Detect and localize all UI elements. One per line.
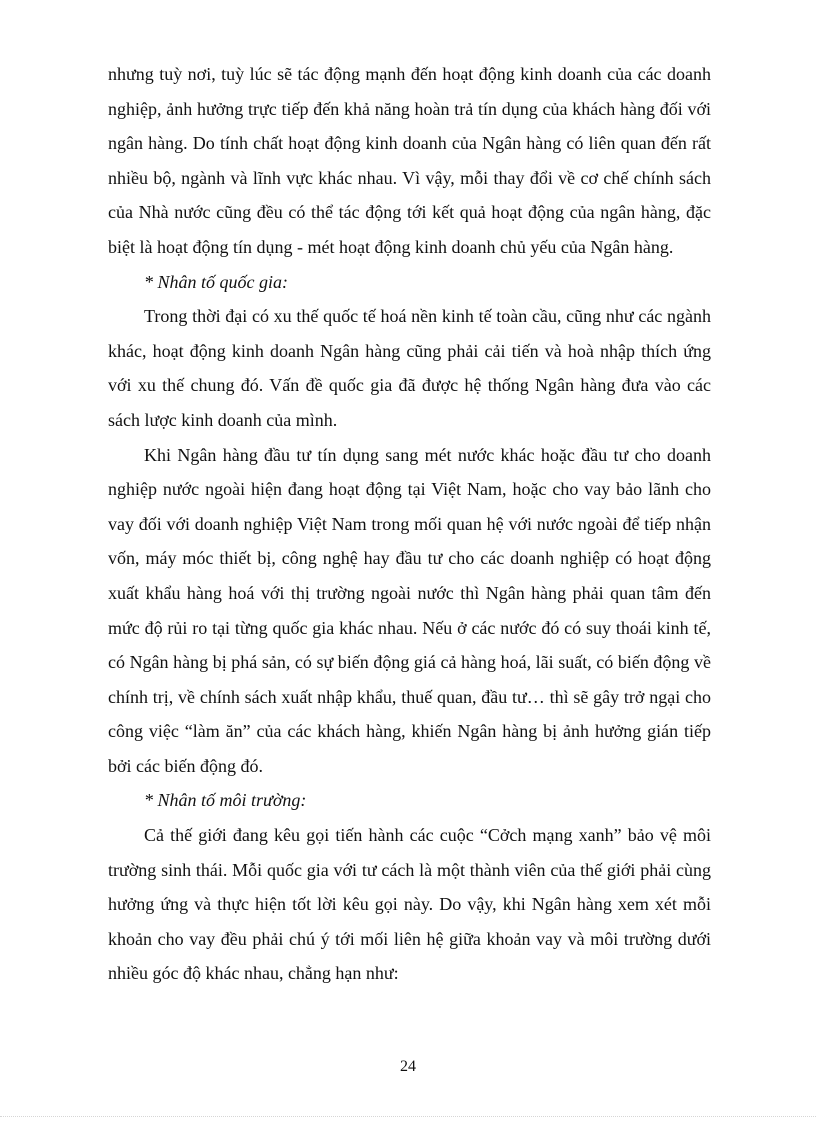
page-body	[108, 57, 711, 991]
paragraph-continuation: nhưng tuỳ nơi, tuỳ lúc sẽ tác động mạnh đến hoạt động kinh doanh của các doanh nghiệp, ảnh hưởng trực tiếp đến khả năng hoàn trả tín dụng của khách hàng đối với ngân hàng. Do tính chất hoạt động kinh doanh của Ngân hàng có liên quan đến rất nhiều bộ, ngành và lĩnh vực khác nhau. Vì vậy, mỗi thay đổi về cơ chế chính sách của Nhà nước cũng đều có thể tác động tới kết quả hoạt động của ngân hàng, đặc biệt là hoạt động tín dụng - mét hoạt động kinh doanh chủ yếu của Ngân hàng.	[108, 64, 711, 257]
paragraph-environment: Cả thế giới đang kêu gọi tiến hành các cuộc “Cởch mạng xanh” bảo vệ môi trường sinh thái. Mỗi quốc gia với tư cách là một thành viên của thế giới phải cùng hưởng ứng và thực hiện tốt lời kêu gọi này. Do vậy, khi Ngân hàng xem xét mỗi khoản cho vay đều phải chú ý tới mối liên hệ giữa khoản vay và môi trường dưới nhiều góc độ khác nhau, chẳng hạn như:	[108, 825, 711, 984]
paragraph-foreign-investment: Khi Ngân hàng đầu tư tín dụng sang mét nước khác hoặc đầu tư cho doanh nghiệp nước ngoài hiện đang hoạt động tại Việt Nam, hoặc cho vay bảo lãnh cho vay đối với doanh nghiệp Việt Nam trong mối quan hệ với nước ngoài để tiếp nhận vốn, máy móc thiết bị, công nghệ hay đầu tư cho các doanh nghiệp có hoạt động xuất khẩu hàng hoá với thị trường ngoài nước thì Ngân hàng phải quan tâm đến mức độ rủi ro tại từng quốc gia khác nhau. Nếu ở các nước đó có suy thoái kinh tế, có Ngân hàng bị phá sản, có sự biến động giá cả hàng hoá, lãi suất, có biến động về chính trị, về chính sách xuất nhập khẩu, thuế quan, đầu tư… thì sẽ gây trở ngại cho công việc “làm ăn” của các khách hàng, khiến Ngân hàng bị ảnh hưởng gián tiếp bởi các biến động đó.	[108, 444, 711, 776]
paragraph-globalization: Trong thời đại có xu thế quốc tế hoá nền kinh tế toàn cầu, cũng như các ngành khác, hoạt động kinh doanh Ngân hàng cũng phải cải tiến và hoà nhập thích ứng với xu thế chung đó. Vấn đề quốc gia đã được hệ thống Ngân hàng đưa vào các sách lược kinh doanh của mình.	[108, 306, 711, 430]
section-heading-environment-factor: * Nhân tố môi trường:	[144, 790, 307, 811]
page-number: 24	[400, 1058, 416, 1075]
section-heading-national-factor: * Nhân tố quốc gia:	[144, 271, 288, 292]
page-bottom-divider	[0, 1116, 816, 1117]
